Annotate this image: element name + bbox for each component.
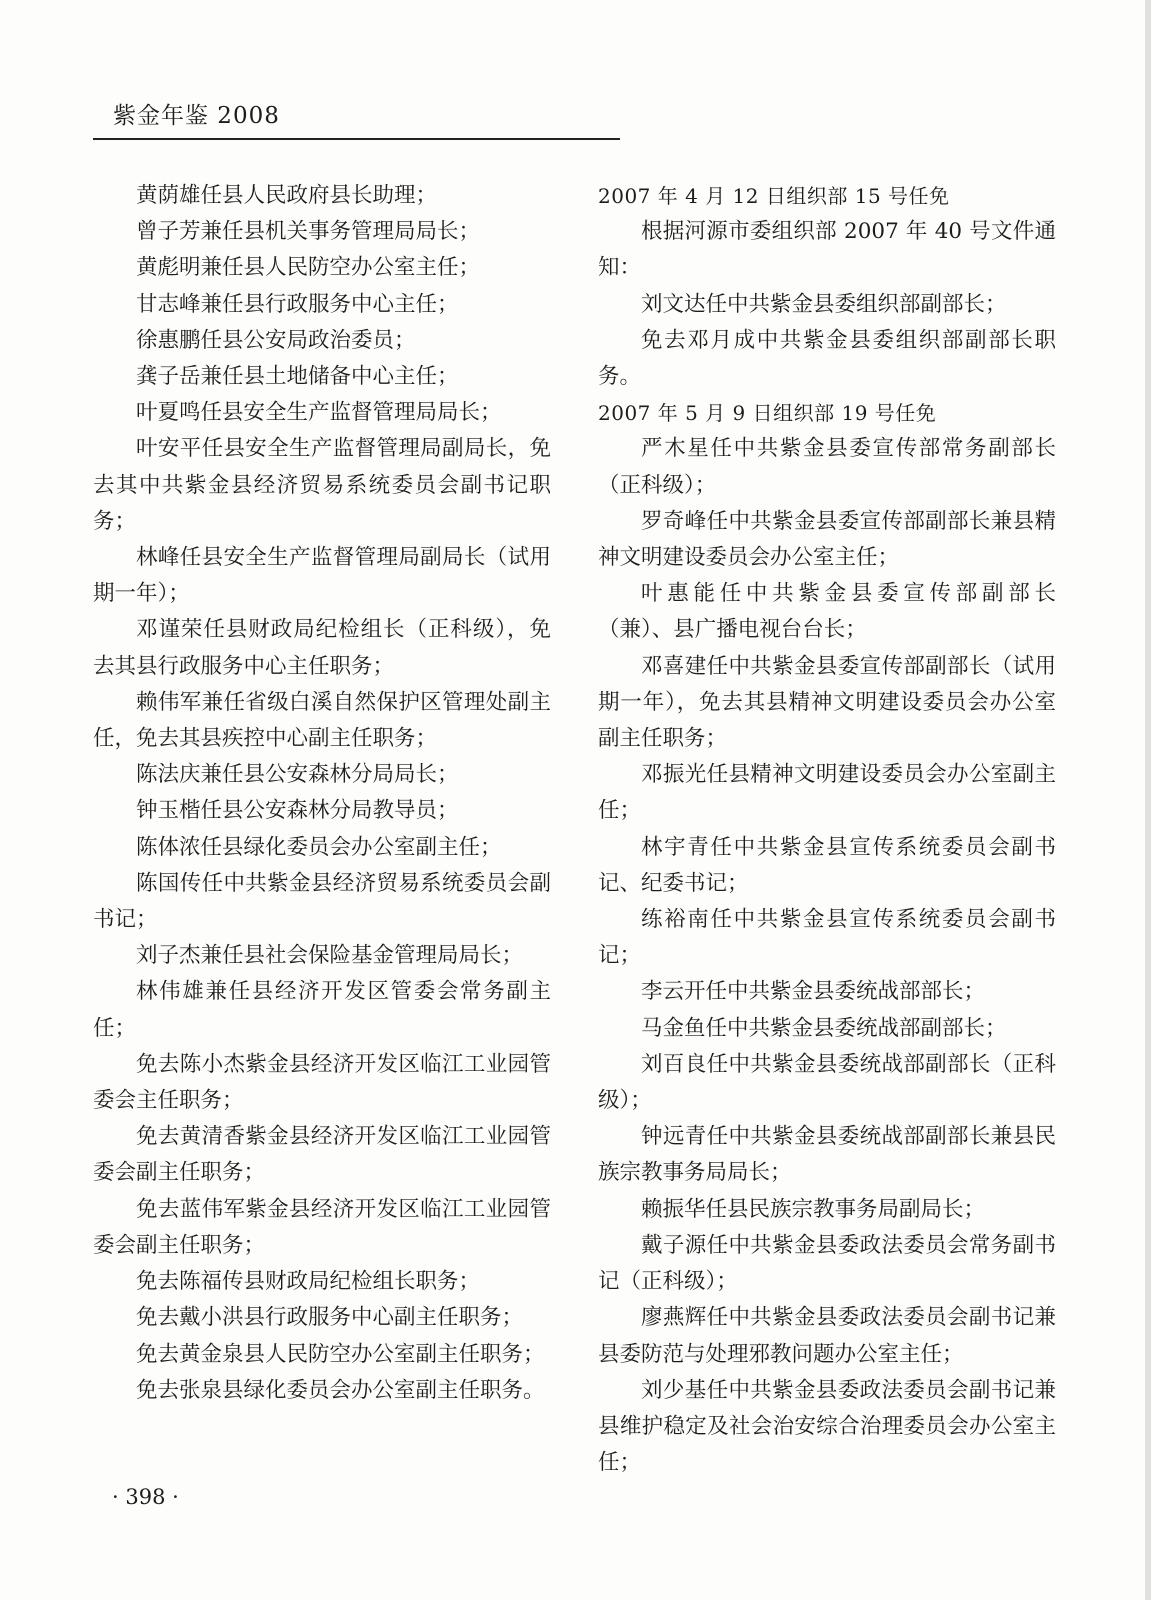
paragraph: 钟远青任中共紫金县委统战部副部长兼县民族宗教事务局局长； [598,1124,1056,1186]
paragraph: 罗奇峰任中共紫金县委宣传部副部长兼县精神文明建设委员会办公室主任； [598,508,1056,571]
paragraph: 陈法庆兼任县公安森林分局局长； [136,762,459,788]
paragraph: 免去陈福传县财政局纪检组长职务； [136,1269,481,1295]
paragraph: 根据河源市委组织部 2007 年 40 号文件通知： [598,219,1056,281]
left-column [93,178,551,1409]
paragraph: 免去黄金泉县人民防空办公室副主任职务； [136,1341,545,1367]
paragraph: 邓谨荣任县财政局纪检组长（正科级），免去其县行政服务中心主任职务； [93,617,551,679]
paragraph: 陈国传任中共紫金县经济贸易系统委员会副书记； [93,870,551,933]
paragraph: 林峰任县安全生产监督管理局副局长（试用期一年）； [93,545,551,607]
paragraph: 免去邓月成中共紫金县委组织部副部长职务。 [598,327,1056,390]
paragraph: 赖振华任县民族宗教事务局副局长； [641,1196,986,1222]
paragraph: 马金鱼任中共紫金县委统战部副部长； [641,1015,1007,1041]
paragraph: 免去戴小洪县行政服务中心副主任职务； [136,1305,524,1331]
paragraph: 廖燕辉任中共紫金县委政法委员会副书记兼县委防范与处理邪教问题办公室主任； [598,1305,1056,1367]
paragraph: 林伟雄兼任县经济开发区管委会常务副主任； [93,979,551,1041]
paragraph: 免去张泉县绿化委员会办公室副主任职务。 [136,1377,545,1403]
page-title: 紫金年鉴 2008 [113,103,280,129]
paragraph: 邓喜建任中共紫金县委宣传部副部长（试用期一年），免去其县精神文明建设委员会办公室副主任职务； [598,653,1056,752]
paragraph: 黄荫雄任县人民政府县长助理； [136,183,438,208]
paragraph: 刘少基任中共紫金县委政法委员会副书记兼县维护稳定及社会治安综合治理委员会办公室主任； [598,1377,1056,1476]
paragraph: 免去陈小杰紫金县经济开发区临江工业园管委会主任职务； [93,1051,551,1114]
right-column [598,178,1056,1481]
section-heading: 2007 年 5 月 9 日组织部 19 号任免 [598,401,937,426]
paragraph: 刘文达任中共紫金县委组织部副部长； [641,291,1007,317]
paragraph: 甘志峰兼任县行政服务中心主任； [136,291,459,317]
paragraph: 龚子岳兼任县土地储备中心主任； [136,364,459,390]
paragraph: 叶安平任县安全生产监督管理局副局长，免去其中共紫金县经济贸易系统委员会副书记职务； [93,436,551,534]
paragraph: 练裕南任中共紫金县宣传系统委员会副书记； [598,907,1056,969]
paragraph: 李云开任中共紫金县委统战部部长； [641,979,986,1005]
header-rule [93,138,620,140]
paragraph: 严木星任中共紫金县委宣传部常务副部长（正科级）； [598,436,1056,498]
scan-edge [1145,0,1151,1600]
paragraph: 叶惠能任中共紫金县委宣传部副部长（兼）、县广播电视台台长； [598,581,1056,643]
paragraph: 黄彪明兼任县人民防空办公室主任； [136,255,481,281]
paragraph: 钟玉楷任县公安森林分局教导员； [136,798,459,824]
paragraph: 刘百良任中共紫金县委统战部副部长（正科级）； [598,1051,1056,1114]
paragraph: 赖伟军兼任省级白溪自然保护区管理处副主任，免去其县疾控中心副主任职务； [93,689,551,752]
page-number: · 398 · [112,1485,179,1509]
paragraph: 叶夏鸣任县安全生产监督管理局局长； [136,400,502,426]
paragraph: 刘子杰兼任县社会保险基金管理局局长； [136,943,524,969]
paragraph: 曾子芳兼任县机关事务管理局局长； [136,219,481,245]
paragraph: 陈体浓任县绿化委员会办公室副主任； [136,834,502,860]
paragraph: 戴子源任中共紫金县委政法委员会常务副书记（正科级）； [598,1232,1056,1295]
paragraph: 免去蓝伟军紫金县经济开发区临江工业园管委会副主任职务； [93,1196,551,1258]
section-heading: 2007 年 4 月 12 日组织部 15 号任免 [598,184,950,208]
paragraph: 邓振光任县精神文明建设委员会办公室副主任； [598,762,1056,824]
running-header [93,100,620,140]
paragraph: 免去黄清香紫金县经济开发区临江工业园管委会副主任职务； [93,1124,551,1186]
paragraph: 林宇青任中共紫金县宣传系统委员会副书记、纪委书记； [598,834,1056,896]
paragraph: 徐惠鹏任县公安局政治委员； [136,327,416,353]
